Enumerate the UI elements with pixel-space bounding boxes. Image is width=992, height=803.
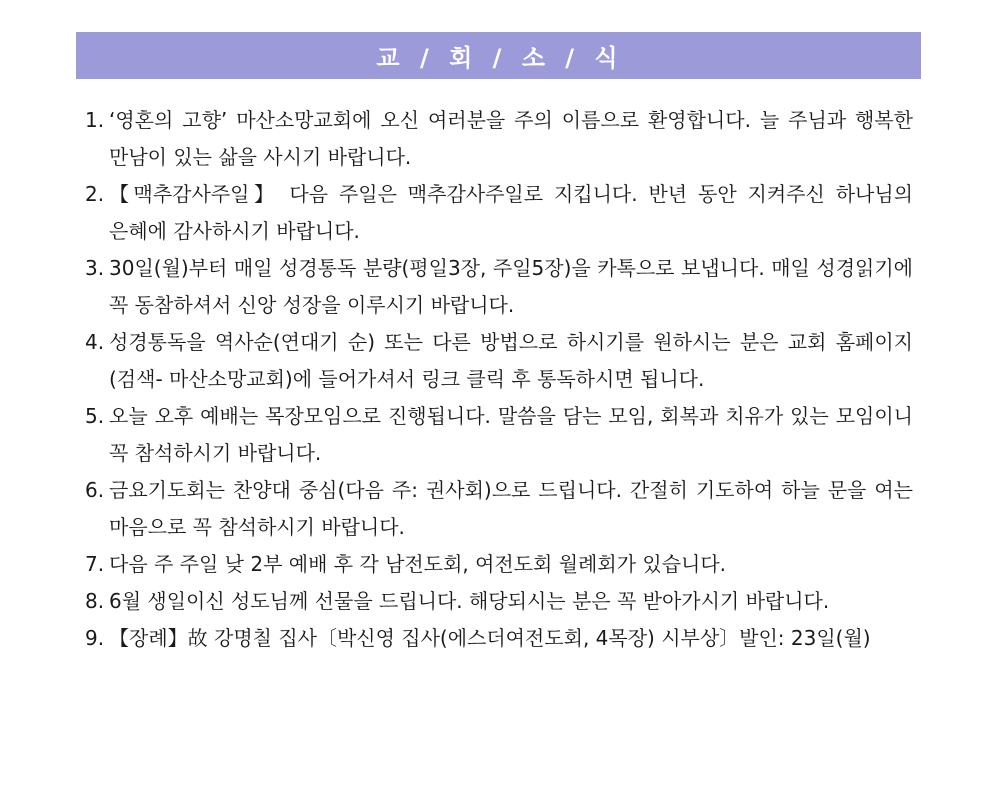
list-item bbox=[85, 324, 913, 398]
list-item bbox=[85, 250, 913, 324]
item-number: 5. bbox=[85, 404, 105, 428]
list-item bbox=[85, 102, 913, 176]
notice-list bbox=[85, 102, 913, 657]
item-number: 6. bbox=[85, 478, 105, 502]
item-number: 3. bbox=[85, 256, 105, 280]
item-text: 금요기도회는 찬양대 중심(다음 주: 권사회)으로 드립니다. 간절히 기도하여 하늘 문을 여는 마음으로 꼭 참석하시기 바랍니다. bbox=[109, 478, 913, 539]
list-item bbox=[85, 176, 913, 250]
item-text: 오늘 오후 예배는 목장모임으로 진행됩니다. 말씀을 담는 모임, 회복과 치유가 있는 모임이니 꼭 참석하시기 바랍니다. bbox=[109, 404, 913, 465]
item-text: 【맥추감사주일】 다음 주일은 맥추감사주일로 지킵니다. 반년 동안 지켜주신 하나님의 은혜에 감사하시기 바랍니다. bbox=[109, 182, 913, 243]
list-item bbox=[85, 472, 913, 546]
list-item bbox=[85, 583, 913, 620]
list-item bbox=[85, 546, 913, 583]
item-text: 30일(월)부터 매일 성경통독 분량(평일3장, 주일5장)을 카톡으로 보냅니다. 매일 성경읽기에 꼭 동참하셔서 신앙 성장을 이루시기 바랍니다. bbox=[109, 256, 913, 317]
item-text: ‘영혼의 고향’ 마산소망교회에 오신 여러분을 주의 이름으로 환영합니다. 늘 주님과 행복한 만남이 있는 삶을 사시기 바랍니다. bbox=[109, 108, 913, 169]
item-text: 6월 생일이신 성도님께 선물을 드립니다. 해당되시는 분은 꼭 받아가시기 바랍니다. bbox=[109, 589, 830, 613]
item-number: 1. bbox=[85, 108, 105, 132]
item-number: 9. bbox=[85, 626, 105, 650]
list-item bbox=[85, 398, 913, 472]
item-number: 7. bbox=[85, 552, 105, 576]
item-text: 【장례】故 강명칠 집사〔박신영 집사(에스더여전도회, 4목장) 시부상〕발인: 23일(월) bbox=[109, 626, 871, 650]
list-item bbox=[85, 620, 913, 657]
page-title: 교 / 회 / 소 / 식 bbox=[376, 44, 621, 72]
item-number: 2. bbox=[85, 182, 105, 206]
item-text: 다음 주 주일 낮 2부 예배 후 각 남전도회, 여전도회 월례회가 있습니다. bbox=[109, 552, 727, 576]
item-number: 4. bbox=[85, 330, 105, 354]
title-banner bbox=[76, 32, 921, 79]
item-number: 8. bbox=[85, 589, 105, 613]
item-text: 성경통독을 역사순(연대기 순) 또는 다른 방법으로 하시기를 원하시는 분은 교회 홈페이지(검색- 마산소망교회)에 들어가셔서 링크 클릭 후 통독하시면 됩니다. bbox=[109, 330, 913, 391]
